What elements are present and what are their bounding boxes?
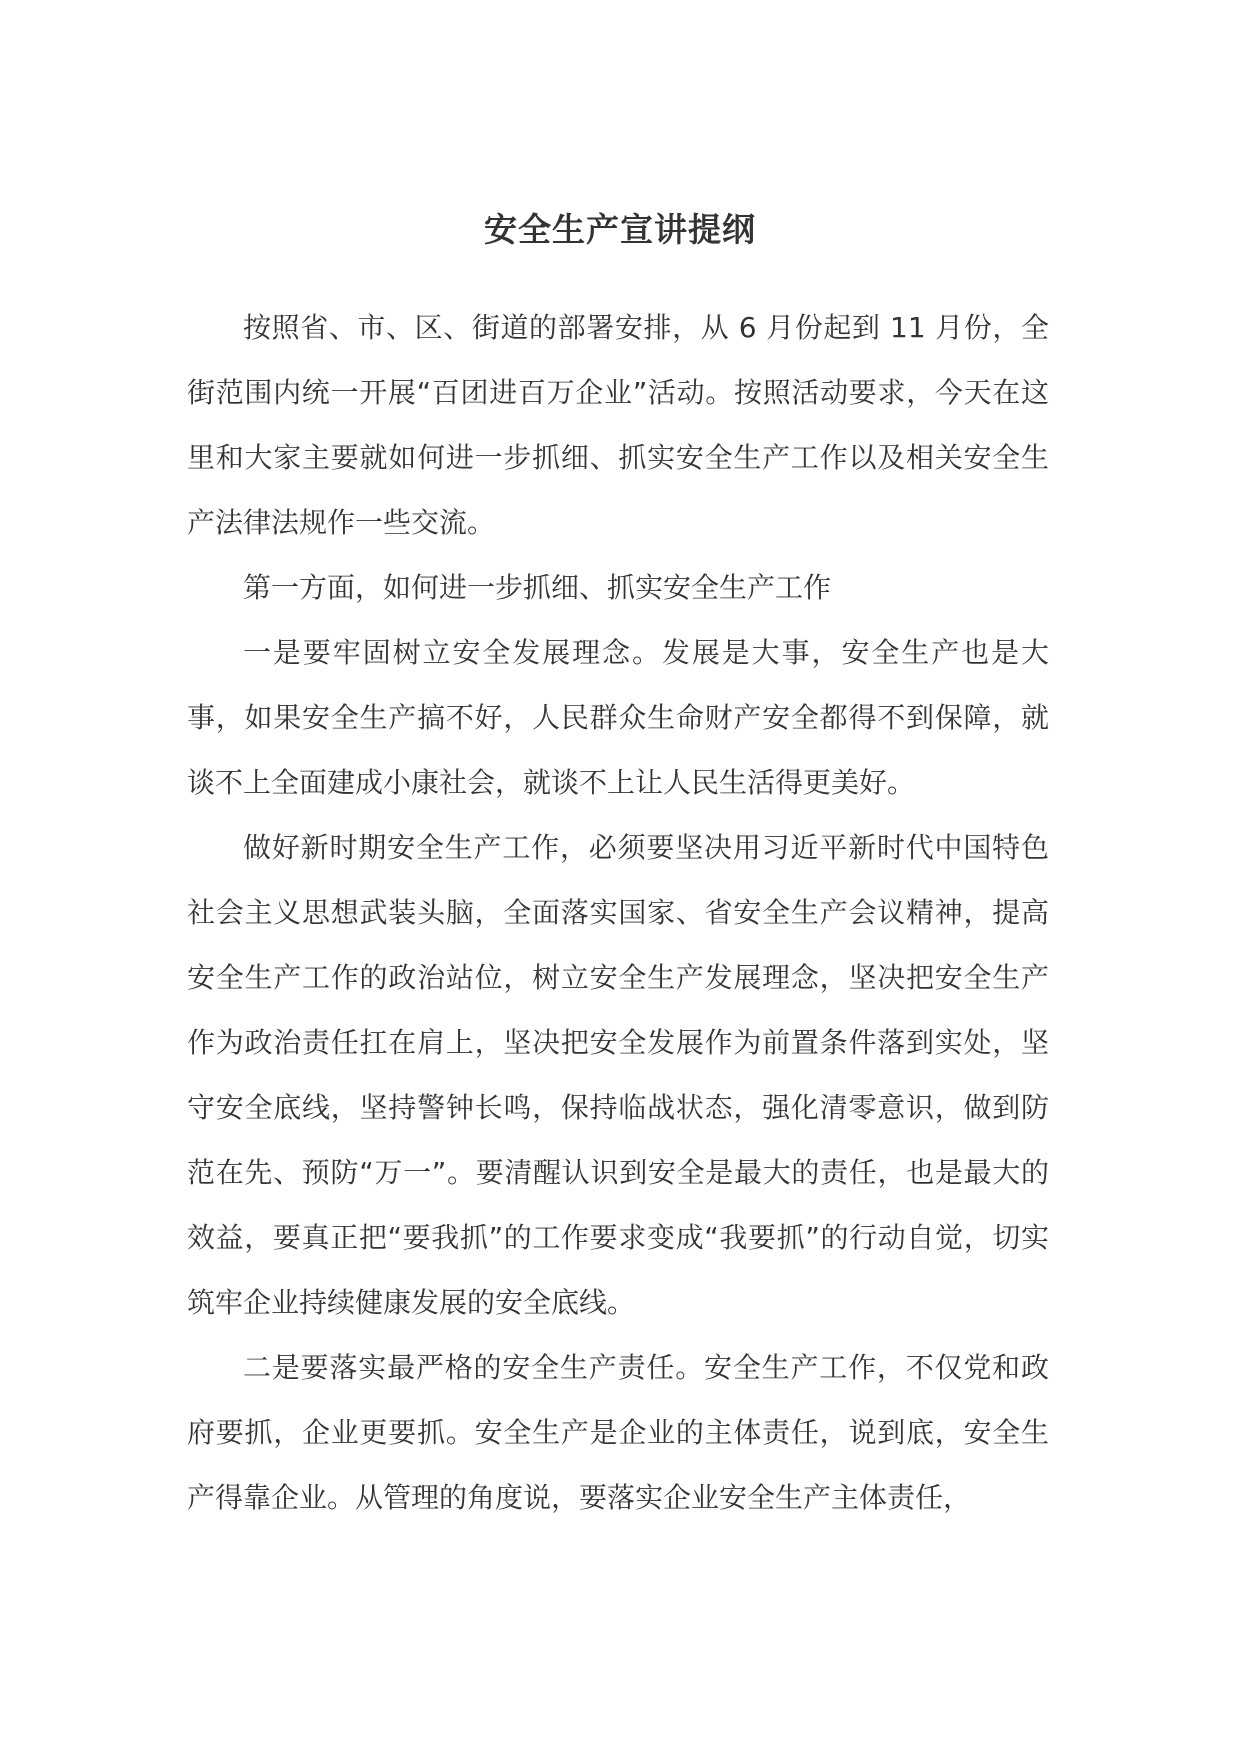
paragraph-intro: 按照省、市、区、街道的部署安排，从 6 月份起到 11 月份，全街范围内统一开展“百团进百万企业”活动。按照活动要求，今天在这里和大家主要就如何进一步抓细、抓实安全生产工作以及相关安全生产法律法规作一些交流。: [187, 311, 1049, 539]
paragraph-section-heading: 第一方面，如何进一步抓细、抓实安全生产工作: [243, 571, 832, 604]
paragraph-new-era: 做好新时期安全生产工作，必须要坚决用习近平新时代中国特色社会主义思想武装头脑，全面落实国家、省安全生产会议精神，提高安全生产工作的政治站位，树立安全生产发展理念，坚决把安全生产作为政治责任扛在肩上，坚决把安全发展作为前置条件落到实处，坚守安全底线，坚持警钟长鸣，保持临战状态，强化清零意识，做到防范在先、预防“万一”。要清醒认识到安全是最大的责任，也是最大的效益，要真正把“要我抓”的工作要求变成“我要抓”的行动自觉，切实筑牢企业持续健康发展的安全底线。: [187, 831, 1049, 1319]
document-body: [187, 295, 1049, 1530]
paragraph-point-two: 二是要落实最严格的安全生产责任。安全生产工作，不仅党和政府要抓，企业更要抓。安全生产是企业的主体责任，说到底，安全生产得靠企业。从管理的角度说，要落实企业安全生产主体责任，: [187, 1351, 1049, 1514]
document-title: 安全生产宣讲提纲: [484, 210, 756, 249]
paragraph-point-one: 一是要牢固树立安全发展理念。发展是大事，安全生产也是大事，如果安全生产搞不好，人民群众生命财产安全都得不到保障，就谈不上全面建成小康社会，就谈不上让人民生活得更美好。: [187, 636, 1049, 799]
